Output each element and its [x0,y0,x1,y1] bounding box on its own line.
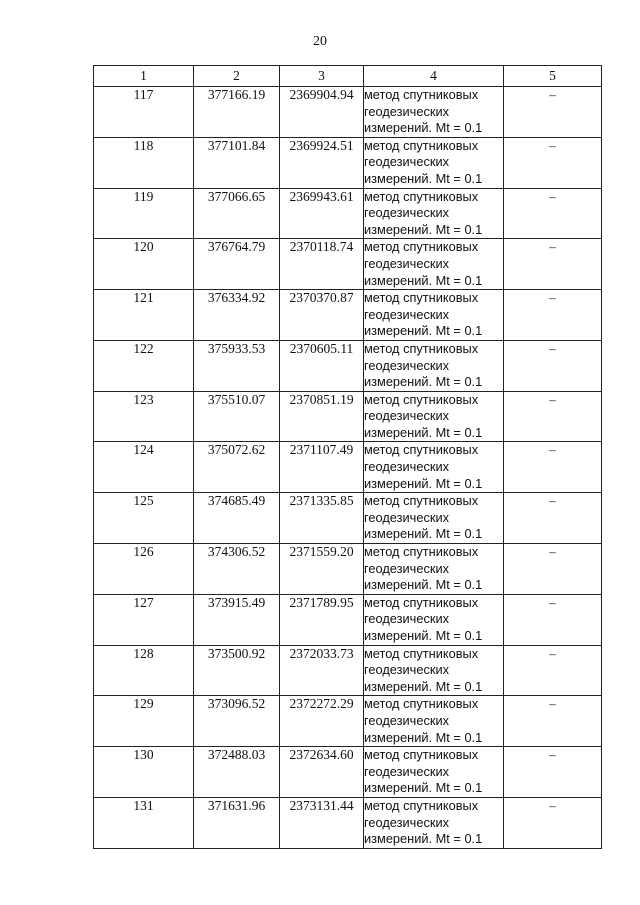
x-coordinate-cell: 375510.07 [194,391,280,442]
note-text: – [549,239,556,255]
method-cell: метод спутниковых геодезических измерений. Mt = 0.1 [364,87,504,138]
x-coordinate-cell: 375933.53 [194,340,280,391]
note-text: – [549,340,556,356]
note-text: – [549,442,556,458]
point-number-cell: 119 [94,188,194,239]
column-header-5: 5 [504,66,602,87]
y-coordinate-cell: 2370118.74 [280,239,364,290]
method-cell: метод спутниковых геодезических измерений. Mt = 0.1 [364,137,504,188]
method-cell: метод спутниковых геодезических измерений. Mt = 0.1 [364,797,504,848]
method-cell: метод спутниковых геодезических измерений. Mt = 0.1 [364,747,504,798]
table-row [94,188,602,239]
note-cell [504,544,602,595]
point-number-cell: 130 [94,747,194,798]
note-cell [504,188,602,239]
note-cell [504,340,602,391]
point-number-cell: 123 [94,391,194,442]
note-text: – [549,747,556,763]
table-row [94,87,602,138]
y-coordinate-cell: 2369924.51 [280,137,364,188]
y-coordinate-cell: 2372272.29 [280,696,364,747]
note-text: – [549,137,556,153]
note-cell [504,137,602,188]
note-cell [504,391,602,442]
x-coordinate-cell: 375072.62 [194,442,280,493]
table-header-row [94,66,602,87]
x-coordinate-cell: 373096.52 [194,696,280,747]
y-coordinate-cell: 2369904.94 [280,87,364,138]
method-cell: метод спутниковых геодезических измерений. Mt = 0.1 [364,645,504,696]
y-coordinate-cell: 2372634.60 [280,747,364,798]
table-row [94,747,602,798]
column-header-1: 1 [94,66,194,87]
note-cell [504,493,602,544]
method-cell: метод спутниковых геодезических измерений. Mt = 0.1 [364,442,504,493]
x-coordinate-cell: 376764.79 [194,239,280,290]
y-coordinate-cell: 2369943.61 [280,188,364,239]
x-coordinate-cell: 377101.84 [194,137,280,188]
table-row [94,493,602,544]
y-coordinate-cell: 2370370.87 [280,290,364,341]
table-row [94,797,602,848]
note-cell [504,747,602,798]
table-row [94,594,602,645]
note-cell [504,239,602,290]
note-cell [504,645,602,696]
x-coordinate-cell: 374306.52 [194,544,280,595]
note-text: – [549,696,556,712]
point-number-cell: 120 [94,239,194,290]
note-cell [504,797,602,848]
point-number-cell: 122 [94,340,194,391]
method-cell: метод спутниковых геодезических измерений. Mt = 0.1 [364,340,504,391]
note-text: – [549,645,556,661]
point-number-cell: 131 [94,797,194,848]
note-cell [504,442,602,493]
y-coordinate-cell: 2372033.73 [280,645,364,696]
note-text: – [549,188,556,204]
x-coordinate-cell: 374685.49 [194,493,280,544]
x-coordinate-cell: 372488.03 [194,747,280,798]
note-text: – [549,391,556,407]
table-body [94,87,602,849]
note-text: – [549,493,556,509]
point-number-cell: 129 [94,696,194,747]
note-cell [504,290,602,341]
note-text: – [549,290,556,306]
x-coordinate-cell: 373915.49 [194,594,280,645]
note-cell [504,594,602,645]
table-row [94,442,602,493]
x-coordinate-cell: 371631.96 [194,797,280,848]
method-cell: метод спутниковых геодезических измерений. Mt = 0.1 [364,391,504,442]
y-coordinate-cell: 2370605.11 [280,340,364,391]
note-cell [504,87,602,138]
method-cell: метод спутниковых геодезических измерений. Mt = 0.1 [364,290,504,341]
note-text: – [549,797,556,813]
note-cell [504,696,602,747]
method-cell: метод спутниковых геодезических измерений. Mt = 0.1 [364,544,504,595]
x-coordinate-cell: 377066.65 [194,188,280,239]
note-text: – [549,87,556,102]
table-row [94,391,602,442]
point-number-cell: 118 [94,137,194,188]
point-number-cell: 121 [94,290,194,341]
table-row [94,137,602,188]
y-coordinate-cell: 2373131.44 [280,797,364,848]
y-coordinate-cell: 2371335.85 [280,493,364,544]
column-header-2: 2 [194,66,280,87]
method-cell: метод спутниковых геодезических измерений. Mt = 0.1 [364,493,504,544]
method-cell: метод спутниковых геодезических измерений. Mt = 0.1 [364,696,504,747]
table-row [94,645,602,696]
y-coordinate-cell: 2370851.19 [280,391,364,442]
method-cell: метод спутниковых геодезических измерений. Mt = 0.1 [364,239,504,290]
y-coordinate-cell: 2371789.95 [280,594,364,645]
note-text: – [549,594,556,610]
y-coordinate-cell: 2371559.20 [280,544,364,595]
point-number-cell: 127 [94,594,194,645]
page-number: 20 [313,34,327,49]
coordinates-table [93,65,602,849]
column-header-3: 3 [280,66,364,87]
table-row [94,290,602,341]
method-cell: метод спутниковых геодезических измерений. Mt = 0.1 [364,594,504,645]
method-cell: метод спутниковых геодезических измерений. Mt = 0.1 [364,188,504,239]
note-text: – [549,544,556,560]
point-number-cell: 126 [94,544,194,595]
table-row [94,544,602,595]
x-coordinate-cell: 377166.19 [194,87,280,138]
point-number-cell: 124 [94,442,194,493]
x-coordinate-cell: 373500.92 [194,645,280,696]
table-row [94,696,602,747]
table-row [94,340,602,391]
column-header-4: 4 [364,66,504,87]
point-number-cell: 117 [94,87,194,138]
point-number-cell: 128 [94,645,194,696]
x-coordinate-cell: 376334.92 [194,290,280,341]
y-coordinate-cell: 2371107.49 [280,442,364,493]
point-number-cell: 125 [94,493,194,544]
table-row [94,239,602,290]
